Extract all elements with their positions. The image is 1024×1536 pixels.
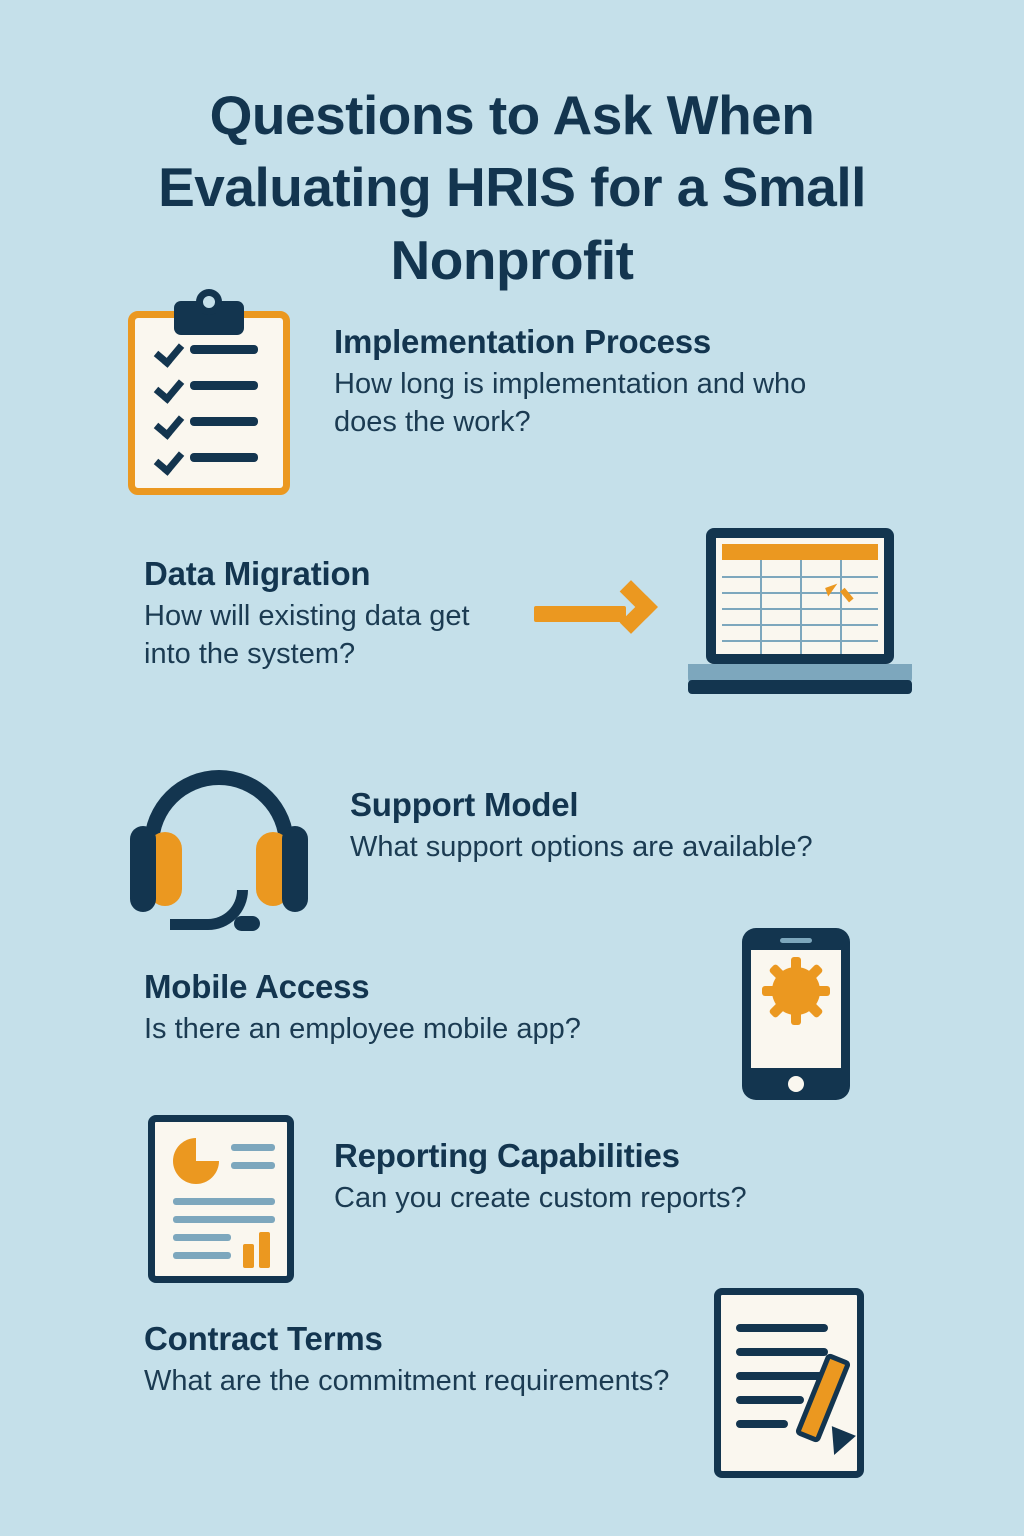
smartphone-gear-icon	[742, 928, 850, 1100]
item-heading: Mobile Access	[144, 968, 370, 1005]
item-body: Is there an employee mobile app?	[144, 1012, 581, 1045]
item-heading: Contract Terms	[144, 1320, 383, 1357]
contract-pen-icon	[714, 1288, 864, 1478]
item-body: How will existing data get into the system?	[144, 599, 470, 671]
laptop-spreadsheet-icon	[688, 528, 912, 704]
item-body: What are the commitment requirements?	[144, 1364, 670, 1397]
text-block	[144, 1320, 669, 1400]
clipboard-checklist-icon	[128, 295, 290, 495]
text-block	[334, 323, 874, 441]
headset-icon	[130, 770, 308, 938]
list-item-reporting	[148, 1115, 747, 1283]
list-item-implementation	[128, 295, 874, 495]
item-body: How long is implementation and who does the work?	[334, 367, 807, 439]
list-item-data-migration	[144, 555, 524, 673]
arrow-right-icon	[534, 583, 664, 643]
text-block	[350, 786, 813, 866]
item-heading: Reporting Capabilities	[334, 1137, 680, 1174]
text-block	[144, 555, 524, 673]
item-heading: Support Model	[350, 786, 579, 823]
text-block	[334, 1137, 747, 1217]
item-body: What support options are available?	[350, 830, 813, 863]
gear-icon	[764, 959, 828, 1023]
report-chart-icon	[148, 1115, 294, 1283]
list-item-mobile	[144, 968, 581, 1048]
item-heading: Data Migration	[144, 555, 371, 592]
item-body: Can you create custom reports?	[334, 1181, 747, 1214]
list-item-contract	[144, 1320, 669, 1400]
list-item-support	[130, 770, 813, 938]
text-block	[144, 968, 581, 1048]
page-title: Questions to Ask When Evaluating HRIS for a Small Nonprofit	[158, 83, 866, 292]
item-heading: Implementation Process	[334, 323, 712, 360]
